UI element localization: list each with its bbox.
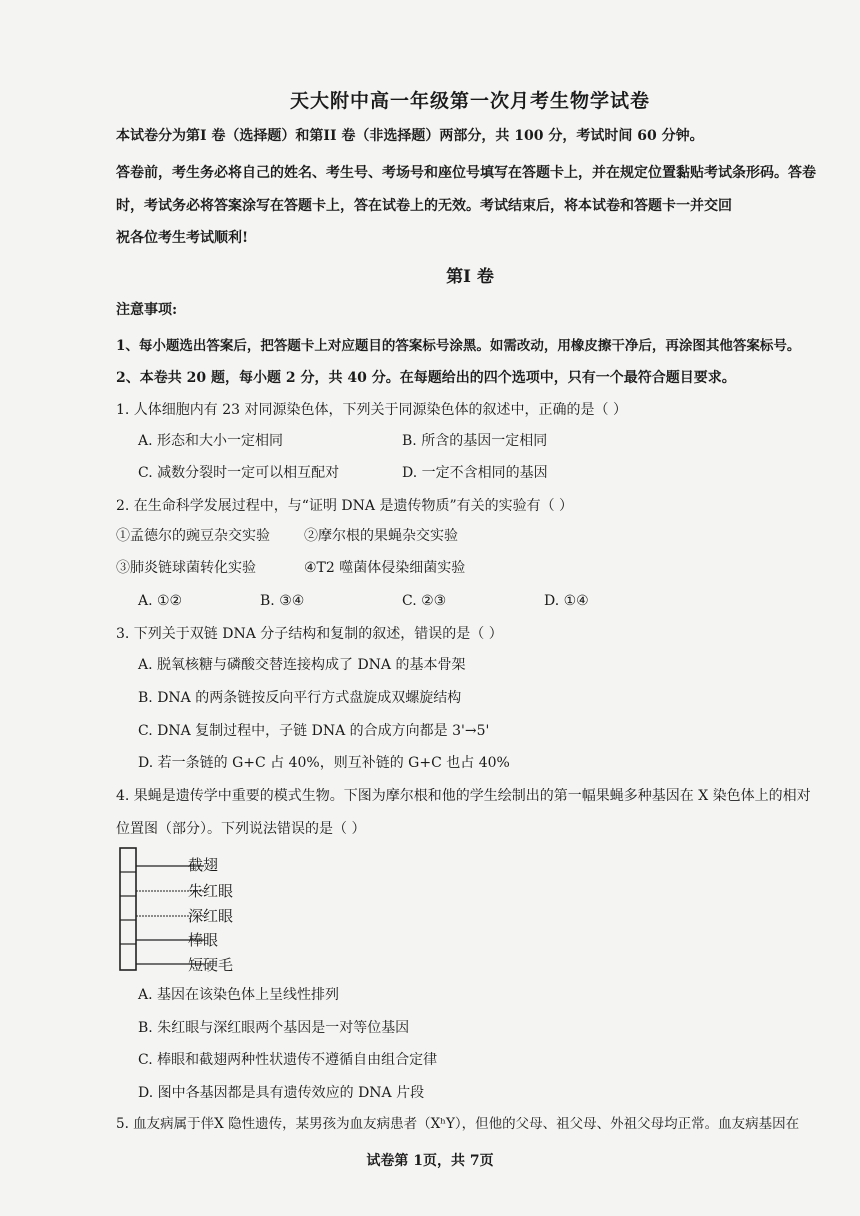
intro-line-3: 时，考试务必将答案涂写在答题卡上，答在试卷上的无效。考试结束后，将本试卷和答题卡一并交回: [116, 198, 732, 214]
intro-line-1: 本试卷分为第I 卷（选择题）和第II 卷（非选择题）两部分，共 100 分，考试时间 60 分钟。: [116, 128, 704, 144]
gene-label-zhuhongyan: 朱红眼: [188, 882, 234, 900]
q2-option-c: C. ②③: [402, 593, 447, 609]
page-footer: 试卷第 1页，共 7页: [366, 1153, 494, 1169]
q1-option-b: B. 所含的基因一定相同: [402, 433, 548, 449]
q1-stem: 1. 人体细胞内有 23 对同源染色体，下列关于同源染色体的叙述中，正确的是（ ）: [116, 402, 627, 418]
q4-option-b: B. 朱红眼与深红眼两个基因是一对等位基因: [138, 1020, 410, 1036]
gene-label-shenhongyan: 深红眼: [188, 907, 234, 925]
intro-line-2: 答卷前，考生务必将自己的姓名、考生号、考场号和座位号填写在答题卡上，并在规定位置黏贴考试条形码。答卷: [116, 165, 816, 181]
q4-stem-2: 位置图（部分）。下列说法错误的是（ ）: [116, 821, 366, 837]
q2-item-2: ②摩尔根的果蝇杂交实验: [304, 528, 458, 544]
chromosome-bar: [118, 846, 138, 972]
q5-stem: 5. 血友病属于伴X 隐性遗传，某男孩为血友病患者（XʰY），但他的父母、祖父母、外祖父母均正常。血友病基因在: [116, 1116, 800, 1132]
gene-label-bangyan: 棒眼: [188, 931, 219, 949]
notice-1: 1、每小题选出答案后，把答题卡上对应题目的答案标号涂黑。如需改动，用橡皮擦干净后，再涂图其他答案标号。: [116, 338, 801, 354]
notice-heading: 注意事项:: [116, 302, 178, 318]
q3-stem: 3. 下列关于双链 DNA 分子结构和复制的叙述，错误的是（ ）: [116, 626, 503, 642]
q1-option-d: D. 一定不含相同的基因: [402, 465, 548, 481]
q1-option-a: A. 形态和大小一定相同: [138, 433, 284, 449]
notice-2: 2、本卷共 20 题，每小题 2 分，共 40 分。在每题给出的四个选项中，只有一个最符合题目要求。: [116, 370, 736, 386]
q3-option-d: D. 若一条链的 G+C 占 40%，则互补链的 G+C 也占 40%: [138, 755, 510, 771]
q3-option-a: A. 脱氧核糖与磷酸交替连接构成了 DNA 的基本骨架: [138, 657, 466, 673]
intro-line-4: 祝各位考生考试顺利!: [116, 230, 249, 246]
q2-option-b: B. ③④: [260, 593, 305, 609]
q2-item-1: ①孟德尔的豌豆杂交实验: [116, 528, 270, 544]
q2-item-4: ④T2 噬菌体侵染细菌实验: [304, 560, 466, 576]
gene-label-duanyingmao: 短硬毛: [188, 956, 234, 974]
q2-option-a: A. ①②: [138, 593, 183, 609]
section-title: 第I 卷: [446, 267, 494, 287]
q4-option-a: A. 基因在该染色体上呈线性排列: [138, 987, 340, 1003]
gene-label-jiechi: 截翅: [188, 856, 219, 874]
q3-option-b: B. DNA 的两条链按反向平行方式盘旋成双螺旋结构: [138, 690, 462, 706]
q2-option-d: D. ①④: [544, 593, 589, 609]
q1-option-c: C. 减数分裂时一定可以相互配对: [138, 465, 340, 481]
exam-title: 天大附中高一年级第一次月考生物学试卷: [289, 90, 650, 112]
q3-option-c: C. DNA 复制过程中，子链 DNA 的合成方向都是 3'→5': [138, 723, 490, 739]
q4-option-d: D. 图中各基因都是具有遗传效应的 DNA 片段: [138, 1085, 425, 1101]
q2-item-3: ③肺炎链球菌转化实验: [116, 560, 256, 576]
q4-stem-1: 4. 果蝇是遗传学中重要的模式生物。下图为摩尔根和他的学生绘制出的第一幅果蝇多种基因在 X 染色体上的相对: [116, 788, 811, 804]
q2-stem: 2. 在生命科学发展过程中，与“证明 DNA 是遗传物质”有关的实验有（ ）: [116, 498, 574, 514]
q4-option-c: C. 棒眼和截翅两种性状遗传不遵循自由组合定律: [138, 1052, 438, 1068]
